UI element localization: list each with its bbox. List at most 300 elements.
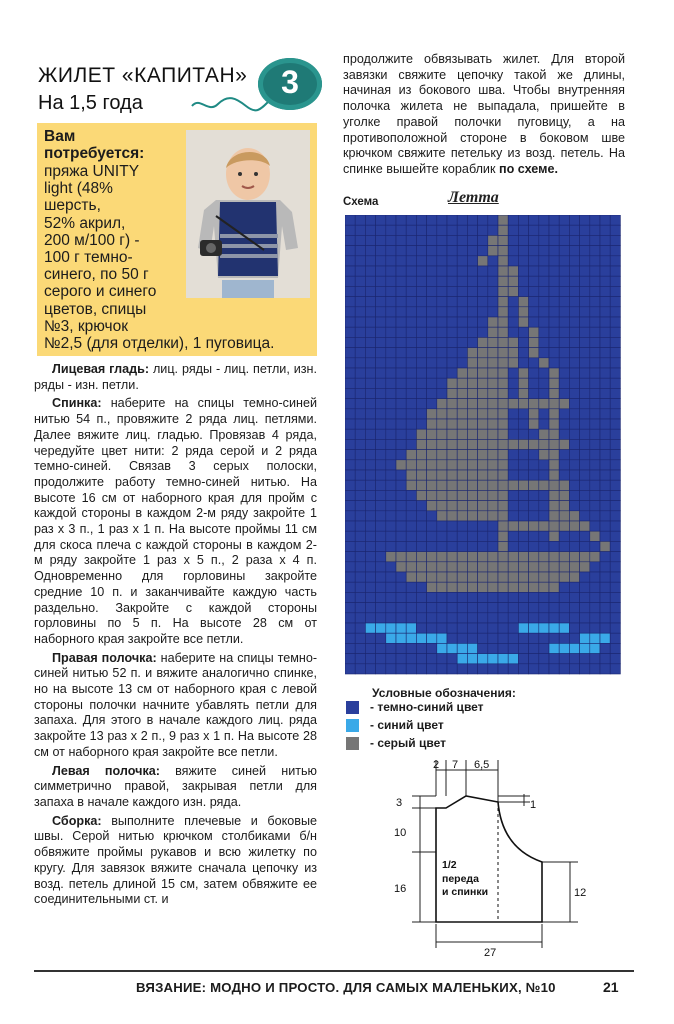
stitch-dark-blue (416, 603, 426, 613)
stitch-dark-blue (416, 399, 426, 409)
stitch-gray (478, 348, 488, 358)
stitch-dark-blue (457, 215, 467, 225)
stitch-gray (498, 317, 508, 327)
stitch-dark-blue (539, 246, 549, 256)
stitch-dark-blue (376, 643, 386, 653)
stitch-dark-blue (416, 307, 426, 317)
stitch-dark-blue (478, 327, 488, 337)
stitch-dark-blue (467, 276, 477, 286)
stitch-dark-blue (365, 501, 375, 511)
stitch-dark-blue (345, 552, 355, 562)
stitch-dark-blue (569, 235, 579, 245)
stitch-dark-blue (600, 286, 610, 296)
stitch-dark-blue (416, 419, 426, 429)
stitch-dark-blue (396, 470, 406, 480)
stitch-gray (467, 409, 477, 419)
stitch-dark-blue (365, 276, 375, 286)
stitch-gray (447, 490, 457, 500)
stitch-dark-blue (437, 613, 447, 623)
stitch-dark-blue (539, 276, 549, 286)
stitch-dark-blue (396, 541, 406, 551)
stitch-dark-blue (406, 276, 416, 286)
stitch-dark-blue (457, 603, 467, 613)
stitch-dark-blue (355, 256, 365, 266)
stitch-dark-blue (376, 664, 386, 674)
stitch-gray (549, 552, 559, 562)
stitch-dark-blue (386, 501, 396, 511)
stitch-dark-blue (355, 317, 365, 327)
dim-left-3: 16 (394, 883, 407, 895)
stitch-gray (457, 562, 467, 572)
stitch-dark-blue (355, 633, 365, 643)
stitch-dark-blue (529, 450, 539, 460)
stitch-dark-blue (600, 348, 610, 358)
stitch-dark-blue (447, 307, 457, 317)
stitch-dark-blue (610, 327, 620, 337)
stitch-dark-blue (580, 541, 590, 551)
stitch-dark-blue (610, 419, 620, 429)
stitch-dark-blue (549, 317, 559, 327)
stitch-dark-blue (529, 286, 539, 296)
stitch-gray (416, 480, 426, 490)
stitch-dark-blue (386, 450, 396, 460)
stitch-dark-blue (508, 429, 518, 439)
stitch-gray (457, 572, 467, 582)
stitch-gray (457, 511, 467, 521)
stitch-dark-blue (365, 613, 375, 623)
stitch-dark-blue (478, 603, 488, 613)
stitch-dark-blue (539, 613, 549, 623)
stitch-dark-blue (355, 378, 365, 388)
stitch-gray (498, 368, 508, 378)
stitch-dark-blue (427, 511, 437, 521)
stitch-dark-blue (406, 286, 416, 296)
stitch-dark-blue (345, 317, 355, 327)
stitch-dark-blue (498, 592, 508, 602)
stitch-gray (549, 531, 559, 541)
stitch-dark-blue (610, 235, 620, 245)
stitch-dark-blue (345, 592, 355, 602)
stitch-dark-blue (437, 388, 447, 398)
stitch-dark-blue (549, 235, 559, 245)
stitch-dark-blue (569, 531, 579, 541)
knitting-chart (345, 215, 621, 675)
stitch-gray (437, 490, 447, 500)
stitch-gray (498, 327, 508, 337)
stitch-dark-blue (416, 664, 426, 674)
stitch-dark-blue (467, 664, 477, 674)
stitch-dark-blue (600, 592, 610, 602)
stitch-dark-blue (457, 297, 467, 307)
stitch-dark-blue (559, 654, 569, 664)
stitch-dark-blue (610, 399, 620, 409)
stitch-gray (559, 511, 569, 521)
stitch-dark-blue (365, 480, 375, 490)
stitch-dark-blue (376, 654, 386, 664)
stitch-dark-blue (580, 603, 590, 613)
stitch-dark-blue (416, 225, 426, 235)
stitch-gray (437, 470, 447, 480)
stitch-dark-blue (437, 246, 447, 256)
stitch-dark-blue (580, 225, 590, 235)
stitch-dark-blue (386, 409, 396, 419)
stitch-dark-blue (610, 215, 620, 225)
stitch-dark-blue (518, 592, 528, 602)
stitch-dark-blue (416, 368, 426, 378)
stitch-dark-blue (345, 654, 355, 664)
stitch-dark-blue (355, 439, 365, 449)
stitch-dark-blue (559, 358, 569, 368)
stitch-gray (457, 460, 467, 470)
stitch-dark-blue (559, 541, 569, 551)
stitch-dark-blue (610, 562, 620, 572)
stitch-dark-blue (345, 562, 355, 572)
stitch-gray (416, 450, 426, 460)
stitch-dark-blue (406, 409, 416, 419)
stitch-dark-blue (355, 562, 365, 572)
stitch-dark-blue (539, 470, 549, 480)
stitch-dark-blue (539, 256, 549, 266)
stitch-dark-blue (365, 654, 375, 664)
stitch-dark-blue (386, 276, 396, 286)
stitch-dark-blue (355, 337, 365, 347)
stitch-gray (508, 582, 518, 592)
stitch-dark-blue (529, 592, 539, 602)
stitch-dark-blue (569, 327, 579, 337)
stitch-dark-blue (365, 460, 375, 470)
stitch-gray (447, 399, 457, 409)
stitch-blue (406, 623, 416, 633)
stitch-dark-blue (355, 276, 365, 286)
stitch-dark-blue (600, 562, 610, 572)
stitch-gray (447, 409, 457, 419)
stitch-gray (437, 450, 447, 460)
stitch-dark-blue (610, 480, 620, 490)
stitch-blue (569, 643, 579, 653)
stitch-dark-blue (376, 480, 386, 490)
stitch-dark-blue (437, 664, 447, 674)
stitch-gray (498, 266, 508, 276)
stitch-dark-blue (590, 470, 600, 480)
stitch-blue (437, 633, 447, 643)
stitch-dark-blue (569, 246, 579, 256)
stitch-dark-blue (559, 388, 569, 398)
stitch-gray (467, 501, 477, 511)
stitch-blue (376, 623, 386, 633)
stitch-dark-blue (376, 215, 386, 225)
stitch-dark-blue (386, 429, 396, 439)
stitch-dark-blue (559, 613, 569, 623)
stitch-dark-blue (580, 429, 590, 439)
stitch-gray (518, 562, 528, 572)
stitch-dark-blue (518, 490, 528, 500)
stitch-gray (447, 582, 457, 592)
stitch-gray (478, 470, 488, 480)
stitch-dark-blue (376, 562, 386, 572)
stitch-dark-blue (590, 399, 600, 409)
stitch-dark-blue (590, 603, 600, 613)
stitch-dark-blue (396, 511, 406, 521)
stitch-dark-blue (539, 327, 549, 337)
stitch-gray (559, 490, 569, 500)
stitch-blue (396, 623, 406, 633)
stitch-dark-blue (549, 603, 559, 613)
stitch-gray (478, 368, 488, 378)
stitch-dark-blue (376, 276, 386, 286)
stitch-dark-blue (355, 572, 365, 582)
stitch-dark-blue (610, 337, 620, 347)
stitch-dark-blue (610, 409, 620, 419)
stitch-dark-blue (386, 480, 396, 490)
stitch-gray (539, 572, 549, 582)
stitch-gray (447, 470, 457, 480)
stitch-dark-blue (457, 664, 467, 674)
stitch-gray (457, 490, 467, 500)
stitch-dark-blue (529, 541, 539, 551)
swatch-blue (346, 719, 359, 732)
stitch-dark-blue (580, 623, 590, 633)
stitch-dark-blue (365, 582, 375, 592)
stitch-dark-blue (447, 337, 457, 347)
stitch-gray (427, 419, 437, 429)
stitch-dark-blue (539, 286, 549, 296)
stitch-dark-blue (406, 429, 416, 439)
stitch-blue (365, 623, 375, 633)
stitch-dark-blue (549, 215, 559, 225)
stitch-dark-blue (559, 266, 569, 276)
stitch-dark-blue (427, 337, 437, 347)
stitch-dark-blue (518, 337, 528, 347)
instruction-paragraph: Спинка: наберите на спицы темно-синей нитью 54 п., провяжите 2 ряда лиц. петлями. Далее вяжите лиц. гладью. Провязав 4 ряда, чередуйте цвет нити: 2 ряда серой и 2 ряда темно-синей. Связав 3 серых полоски, продолжите работу темно-синей нитью. На высоте 16 см от наборного края для пройм с каждой стороны в каждом 2-м ряду закройте 1 раз x 3 п., 1 раз x 1 п. На высоте проймы 11 см для скоса плеча с каждой стороны в каждом 2-м ряду закройте 1 раз x 5 п., 2 раза x 4 п. Одновременно для горловины закройте средние 10 п. и заканчивайте каждую часть раздельно. Закройте с каждой стороны горловины по 5 п. На высоте 28 см от наборного края закройте все петли. (34, 396, 318, 646)
stitch-gray (488, 501, 498, 511)
stitch-dark-blue (549, 266, 559, 276)
stitch-dark-blue (457, 633, 467, 643)
stitch-dark-blue (365, 388, 375, 398)
stitch-dark-blue (539, 266, 549, 276)
stitch-dark-blue (559, 235, 569, 245)
stitch-dark-blue (559, 246, 569, 256)
pattern-number-badge (258, 58, 322, 110)
stitch-gray (498, 470, 508, 480)
stitch-gray (498, 235, 508, 245)
stitch-dark-blue (600, 297, 610, 307)
magazine-footer: ВЯЗАНИЕ: МОДНО И ПРОСТО. ДЛЯ САМЫХ МАЛЕНЬКИХ, №10 (136, 980, 556, 995)
stitch-gray (478, 378, 488, 388)
stitch-dark-blue (345, 399, 355, 409)
stitch-dark-blue (467, 266, 477, 276)
stitch-gray (488, 327, 498, 337)
stitch-gray (488, 582, 498, 592)
stitch-gray (478, 256, 488, 266)
stitch-dark-blue (590, 358, 600, 368)
stitch-dark-blue (610, 603, 620, 613)
stitch-dark-blue (345, 541, 355, 551)
stitch-gray (549, 409, 559, 419)
stitch-dark-blue (549, 337, 559, 347)
stitch-dark-blue (610, 623, 620, 633)
stitch-dark-blue (376, 388, 386, 398)
stitch-dark-blue (569, 450, 579, 460)
stitch-dark-blue (539, 348, 549, 358)
stitch-gray (437, 501, 447, 511)
stitch-dark-blue (447, 592, 457, 602)
stitch-dark-blue (365, 327, 375, 337)
stitch-dark-blue (406, 613, 416, 623)
stitch-dark-blue (376, 358, 386, 368)
stitch-dark-blue (518, 664, 528, 674)
stitch-dark-blue (376, 266, 386, 276)
stitch-dark-blue (559, 450, 569, 460)
stitch-dark-blue (600, 429, 610, 439)
stitch-dark-blue (457, 276, 467, 286)
stitch-gray (467, 378, 477, 388)
stitch-dark-blue (365, 450, 375, 460)
stitch-dark-blue (518, 276, 528, 286)
stitch-blue (457, 643, 467, 653)
stitch-dark-blue (590, 307, 600, 317)
stitch-dark-blue (386, 613, 396, 623)
stitch-dark-blue (569, 470, 579, 480)
stitch-gray (406, 552, 416, 562)
stitch-gray (488, 399, 498, 409)
stitch-dark-blue (610, 225, 620, 235)
stitch-dark-blue (365, 429, 375, 439)
stitch-dark-blue (529, 654, 539, 664)
stitch-gray (549, 378, 559, 388)
stitch-dark-blue (396, 297, 406, 307)
stitch-dark-blue (559, 582, 569, 592)
stitch-dark-blue (376, 317, 386, 327)
stitch-dark-blue (447, 358, 457, 368)
stitch-dark-blue (355, 664, 365, 674)
stitch-dark-blue (457, 592, 467, 602)
stitch-dark-blue (406, 266, 416, 276)
stitch-dark-blue (610, 276, 620, 286)
stitch-dark-blue (447, 633, 457, 643)
stitch-dark-blue (365, 235, 375, 245)
stitch-dark-blue (345, 572, 355, 582)
stitch-dark-blue (457, 623, 467, 633)
stitch-blue (590, 633, 600, 643)
stitch-dark-blue (600, 643, 610, 653)
stitch-dark-blue (488, 541, 498, 551)
stitch-gray (488, 317, 498, 327)
stitch-dark-blue (386, 256, 396, 266)
stitch-dark-blue (396, 388, 406, 398)
stitch-dark-blue (365, 225, 375, 235)
stitch-dark-blue (508, 317, 518, 327)
legend-title: Условные обозначения: (372, 686, 516, 700)
stitch-gray (539, 480, 549, 490)
stitch-gray (478, 439, 488, 449)
stitch-gray (447, 388, 457, 398)
stitch-dark-blue (376, 348, 386, 358)
stitch-gray (386, 552, 396, 562)
stitch-gray (488, 572, 498, 582)
stitch-dark-blue (437, 225, 447, 235)
stitch-gray (416, 429, 426, 439)
stitch-dark-blue (590, 664, 600, 674)
stitch-gray (498, 460, 508, 470)
stitch-dark-blue (376, 603, 386, 613)
stitch-dark-blue (559, 592, 569, 602)
stitch-dark-blue (437, 297, 447, 307)
stitch-dark-blue (345, 633, 355, 643)
stitch-dark-blue (365, 592, 375, 602)
stitch-dark-blue (416, 582, 426, 592)
stitch-dark-blue (569, 358, 579, 368)
stitch-dark-blue (488, 266, 498, 276)
stitch-dark-blue (365, 531, 375, 541)
stitch-gray (549, 368, 559, 378)
stitch-blue (386, 633, 396, 643)
stitch-dark-blue (508, 378, 518, 388)
stitch-dark-blue (396, 235, 406, 245)
stitch-dark-blue (386, 654, 396, 664)
stitch-gray (549, 388, 559, 398)
stitch-gray (467, 490, 477, 500)
stitch-dark-blue (345, 409, 355, 419)
stitch-dark-blue (345, 460, 355, 470)
stitch-dark-blue (355, 419, 365, 429)
stitch-dark-blue (355, 531, 365, 541)
stitch-gray (488, 450, 498, 460)
stitch-dark-blue (345, 378, 355, 388)
stitch-dark-blue (569, 409, 579, 419)
stitch-dark-blue (569, 266, 579, 276)
stitch-dark-blue (396, 317, 406, 327)
dim-top-3: 6,5 (474, 759, 490, 771)
stitch-dark-blue (437, 307, 447, 317)
stitch-dark-blue (549, 541, 559, 551)
stitch-gray (498, 501, 508, 511)
stitch-dark-blue (580, 358, 590, 368)
stitch-dark-blue (539, 643, 549, 653)
stitch-dark-blue (569, 378, 579, 388)
stitch-dark-blue (539, 654, 549, 664)
stitch-gray (518, 368, 528, 378)
dim-bottom: 27 (484, 947, 497, 959)
stitch-gray (549, 521, 559, 531)
stitch-dark-blue (437, 317, 447, 327)
stitch-gray (518, 572, 528, 582)
stitch-dark-blue (386, 490, 396, 500)
stitch-gray (488, 419, 498, 429)
stitch-gray (498, 256, 508, 266)
stitch-dark-blue (559, 348, 569, 358)
stitch-dark-blue (610, 378, 620, 388)
stitch-gray (427, 552, 437, 562)
stitch-dark-blue (610, 317, 620, 327)
stitch-dark-blue (590, 429, 600, 439)
stitch-gray (498, 348, 508, 358)
stitch-dark-blue (365, 378, 375, 388)
stitch-dark-blue (437, 521, 447, 531)
stitch-dark-blue (345, 235, 355, 245)
stitch-dark-blue (406, 388, 416, 398)
stitch-dark-blue (518, 470, 528, 480)
page-title: ЖИЛЕТ «КАПИТАН» (38, 64, 248, 87)
stitch-gray (600, 541, 610, 551)
stitch-dark-blue (386, 215, 396, 225)
stitch-dark-blue (427, 531, 437, 541)
stitch-dark-blue (549, 327, 559, 337)
stitch-dark-blue (355, 511, 365, 521)
stitch-dark-blue (569, 501, 579, 511)
stitch-dark-blue (355, 215, 365, 225)
stitch-dark-blue (376, 368, 386, 378)
stitch-gray (447, 511, 457, 521)
